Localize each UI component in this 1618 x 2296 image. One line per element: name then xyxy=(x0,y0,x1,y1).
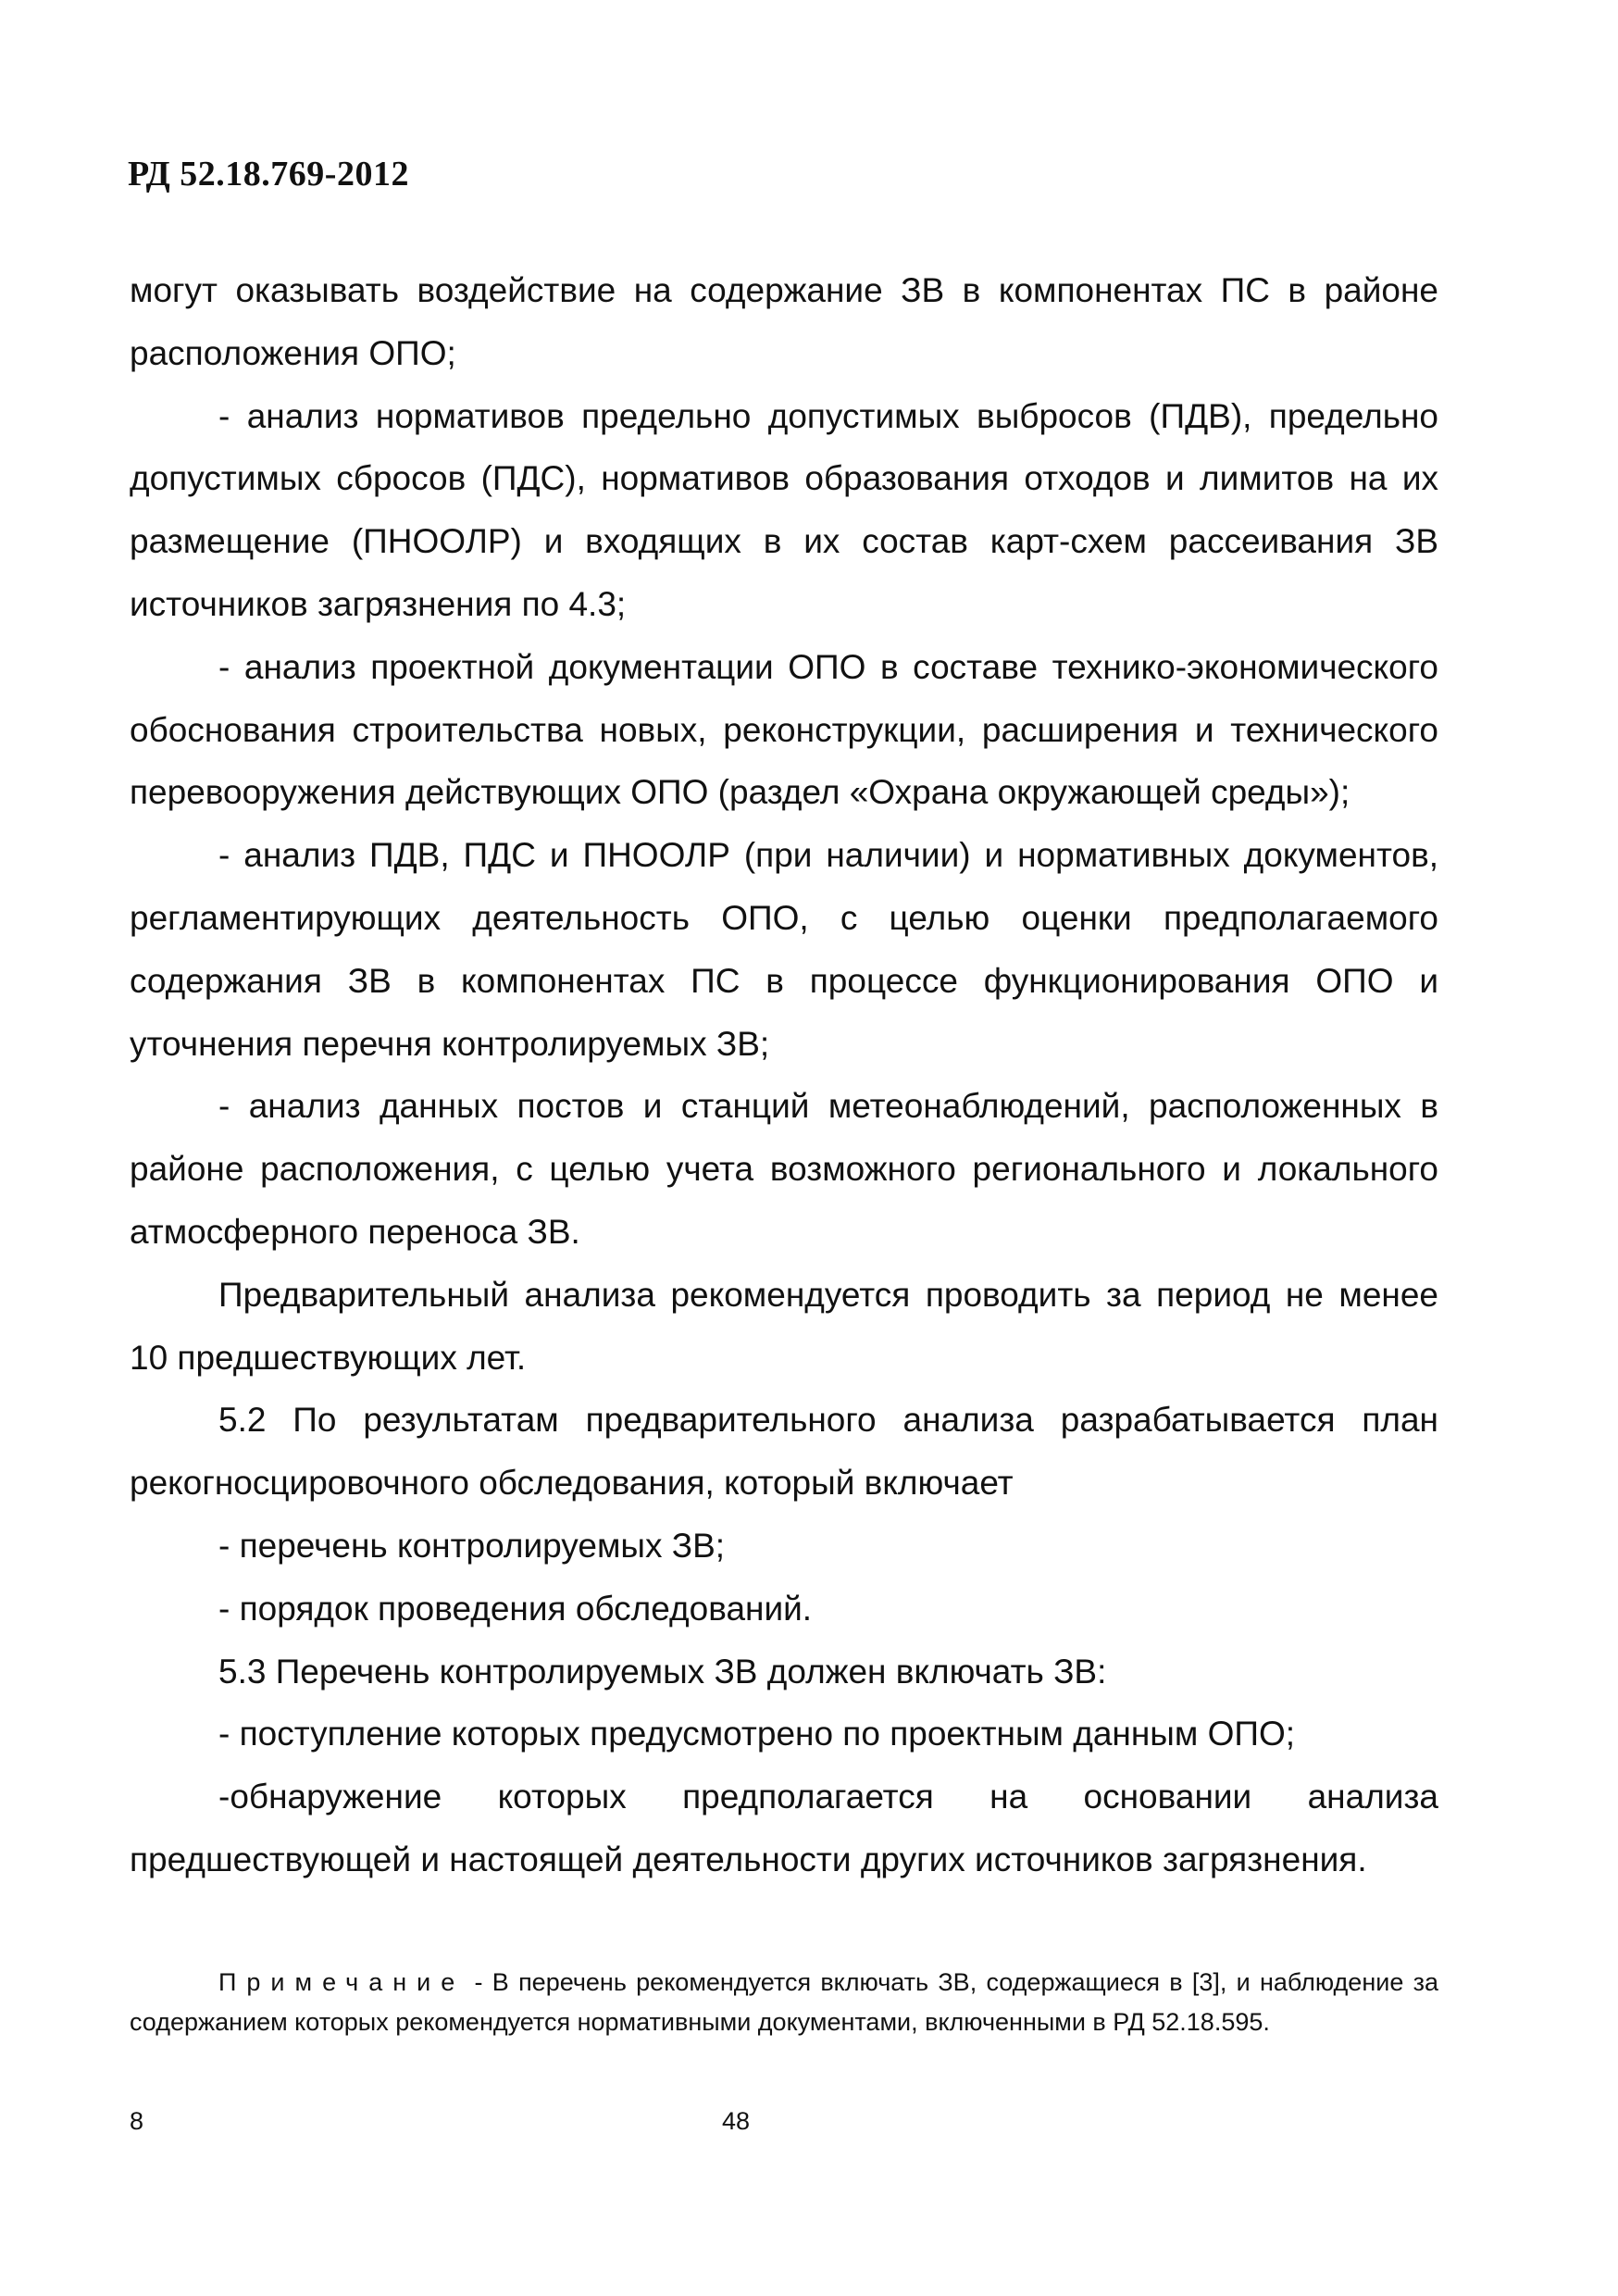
paragraph-9: - порядок проведения обследований. xyxy=(218,1589,813,1628)
paragraph-2: - анализ нормативов предельно допустимых выбросов (ПДВ), предельно допустимых сбросов (ПДС), нормативов образования отходов и лимитов на их размещение (ПНООЛР) и входящих в их состав карт-схем рассеивания ЗВ источников загрязнения по 4.3; xyxy=(130,396,1438,623)
paragraph-4: - анализ ПДВ, ПДС и ПНООЛР (при наличии) и нормативных документов, регламентирующих деятельность ОПО, с целью оценки предполагаемого содержания ЗВ в компонентах ПС в процессе функционирования ОПО и уточнения перечня контролируемых ЗВ; xyxy=(130,836,1438,1063)
page-number-left: 8 xyxy=(130,2107,144,2135)
page-number-center: 48 xyxy=(722,2107,751,2135)
paragraph-5: - анализ данных постов и станций метеонаблюдений, расположенных в районе расположения, с целью учета возможного регионального и локального атмосферного переноса ЗВ. xyxy=(130,1087,1438,1251)
paragraph-12: -обнаружение которых предполагается на основании анализа предшествующей и настоящей деятельности других источников загрязнения. xyxy=(130,1778,1438,1878)
paragraph-1: могут оказывать воздействие на содержание ЗВ в компонентах ПС в районе расположения ОПО; xyxy=(130,271,1438,372)
paragraph-3: - анализ проектной документации ОПО в составе технико-экономического обоснования строительства новых, реконструкции, расширения и технического перевооружения действующих ОПО (раздел «Охрана окружающей среды»); xyxy=(130,647,1438,812)
note-dash: - xyxy=(465,1968,492,1996)
note-block xyxy=(130,1963,1438,2042)
paragraph-6: Предварительный анализа рекомендуется проводить за период не менее 10 предшествующих лет. xyxy=(130,1275,1438,1377)
paragraph-11: - поступление которых предусмотрено по проектным данным ОПО; xyxy=(218,1715,1296,1753)
document-code-header: РД 52.18.769-2012 xyxy=(128,155,409,193)
note-text: В перечень рекомендуется включать ЗВ, содержащиеся в [3], и наблюдение за содержанием которых рекомендуется нормативными документами, включенными в РД 52.18.595. xyxy=(130,1968,1438,2036)
note-label: Примечание xyxy=(218,1968,466,1996)
document-body xyxy=(130,259,1438,1891)
paragraph-8: - перечень контролируемых ЗВ; xyxy=(218,1526,726,1565)
paragraph-7: 5.2 По результатам предварительного анализа разрабатывается план рекогносцировочного обследования, который включает xyxy=(130,1401,1438,1503)
paragraph-10: 5.3 Перечень контролируемых ЗВ должен включать ЗВ: xyxy=(218,1652,1107,1691)
